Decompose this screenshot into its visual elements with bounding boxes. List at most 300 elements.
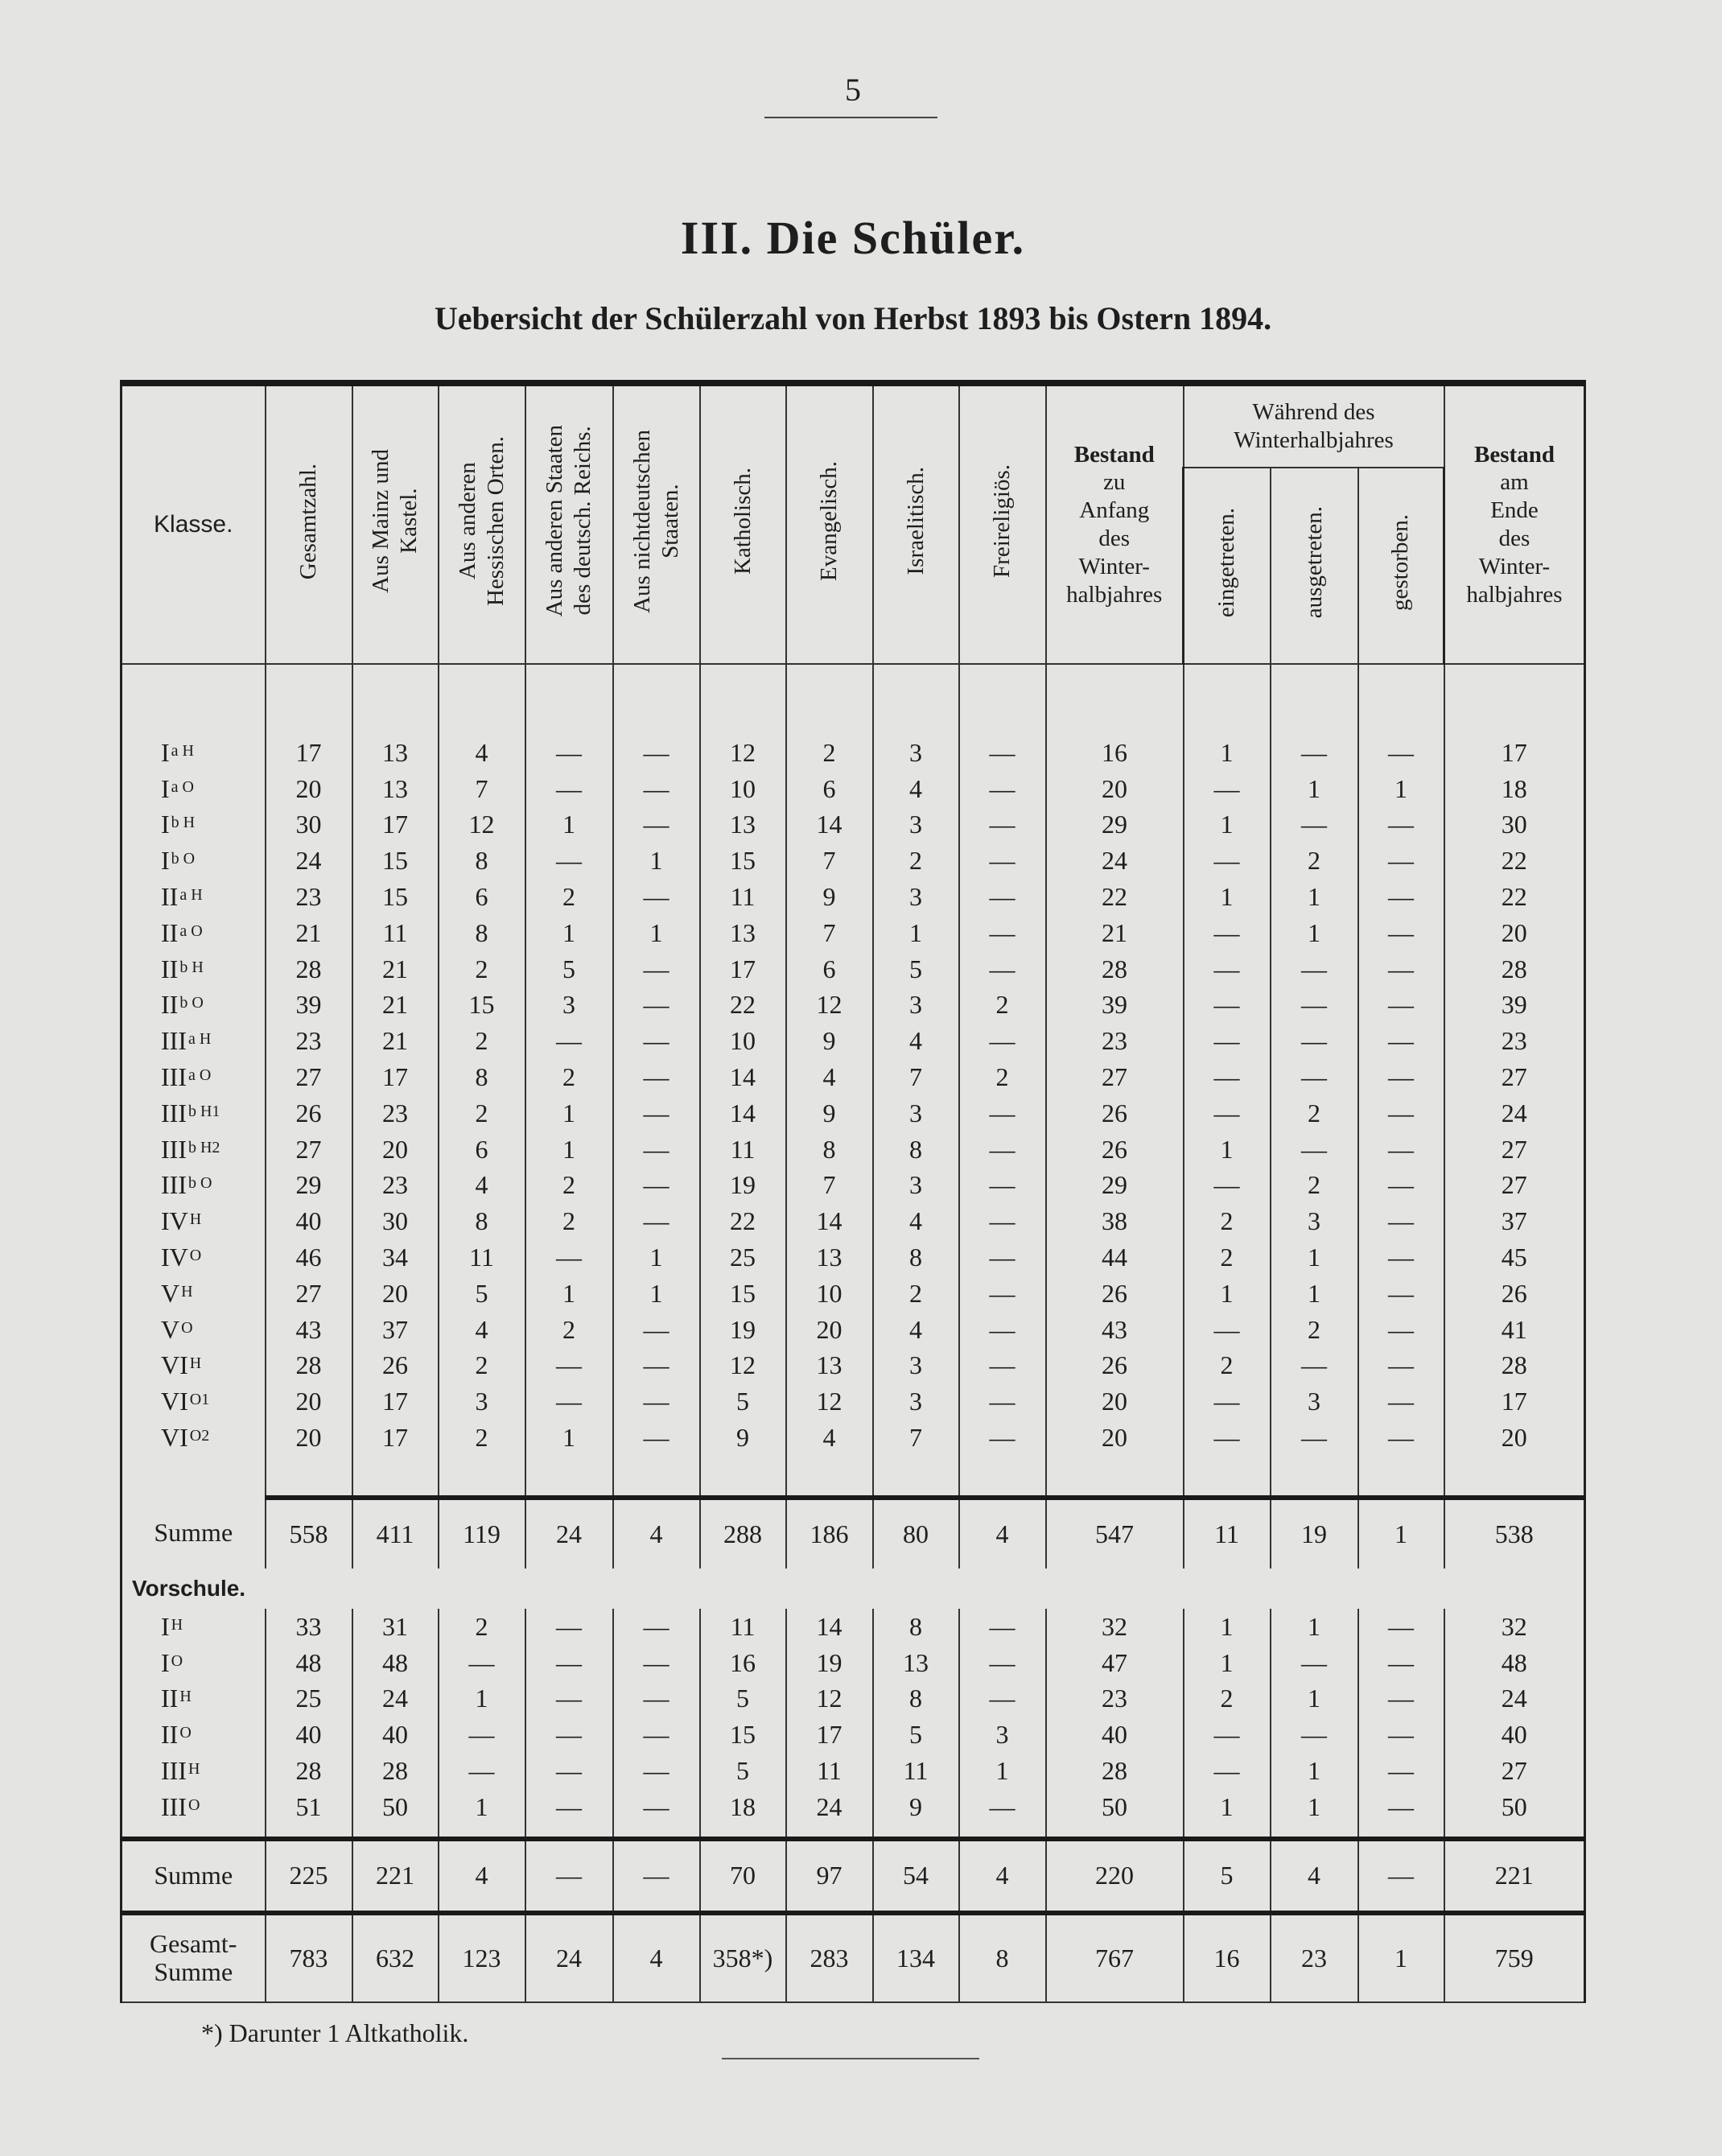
- table-cell: 23: [1046, 1681, 1184, 1717]
- table-cell: —: [1271, 807, 1358, 843]
- table-cell: 11: [700, 879, 786, 915]
- class-base: I: [161, 773, 170, 803]
- table-cell: —: [613, 879, 700, 915]
- class-suffix: H: [171, 1615, 183, 1634]
- class-label: [122, 771, 266, 807]
- sum-cell: 4: [613, 1913, 700, 2002]
- table-cell: 46: [266, 1239, 352, 1276]
- class-base: VI: [161, 1387, 188, 1416]
- table-cell: 1: [439, 1789, 525, 1825]
- table-cell: 21: [352, 987, 439, 1024]
- class-label: [122, 1420, 266, 1456]
- table-cell: 3: [873, 987, 959, 1024]
- table-cell: —: [613, 1168, 700, 1204]
- vorschule-heading: Vorschule.: [122, 1569, 266, 1609]
- table-cell: 3: [873, 807, 959, 843]
- table-cell: 1: [613, 1239, 700, 1276]
- class-suffix: O1: [189, 1391, 210, 1409]
- table-cell: 28: [266, 1753, 352, 1789]
- header-gestorben: [1358, 468, 1444, 664]
- table-row: [122, 807, 1585, 843]
- class-suffix: b H2: [187, 1138, 220, 1156]
- table-cell: —: [1271, 1420, 1358, 1456]
- table-cell: —: [959, 1276, 1046, 1312]
- table-cell: —: [959, 1383, 1046, 1420]
- table-cell: —: [959, 879, 1046, 915]
- table-cell: —: [1358, 1645, 1444, 1681]
- sum-cell: 283: [786, 1913, 873, 2002]
- sum-cell: 288: [700, 1498, 786, 1569]
- table-cell: 12: [786, 987, 873, 1024]
- header-waehrend: [1184, 383, 1444, 468]
- table-cell: 30: [352, 1203, 439, 1239]
- table-row: [122, 1239, 1585, 1276]
- table-cell: 14: [700, 1095, 786, 1132]
- table-cell: 11: [786, 1753, 873, 1789]
- class-label: [122, 1132, 266, 1168]
- table-cell: 28: [1046, 951, 1184, 987]
- class-base: I: [161, 1611, 170, 1641]
- class-suffix: b O: [187, 1174, 212, 1193]
- header-line: eingetreten.: [1213, 507, 1240, 617]
- class-label: [122, 1239, 266, 1276]
- table-cell: —: [613, 1132, 700, 1168]
- table-cell: 48: [352, 1645, 439, 1681]
- section-title: III. Die Schüler.: [680, 212, 1026, 264]
- table-cell: —: [1184, 1717, 1271, 1753]
- table-row: [122, 1276, 1585, 1312]
- table-cell: 4: [873, 1023, 959, 1059]
- table-cell: 8: [439, 915, 525, 951]
- table-cell: —: [525, 1789, 613, 1825]
- vorschule-heading-row: [122, 1569, 1585, 1609]
- class-base: IV: [161, 1206, 188, 1236]
- table-cell: 24: [786, 1789, 873, 1825]
- table-cell: 39: [1444, 987, 1585, 1024]
- table-cell: —: [1271, 987, 1358, 1024]
- table-row: [122, 1420, 1585, 1456]
- sum-label: [122, 1913, 266, 2002]
- class-label: [122, 915, 266, 951]
- table-cell: 2: [525, 1059, 613, 1095]
- header-line: Aus anderen: [454, 462, 480, 580]
- table-cell: —: [959, 1789, 1046, 1825]
- table-cell: 24: [1046, 843, 1184, 879]
- table-cell: —: [1184, 1383, 1271, 1420]
- table-cell: —: [613, 1383, 700, 1420]
- table-cell: 31: [352, 1609, 439, 1645]
- bottom-rule: [722, 2058, 979, 2059]
- table-cell: —: [1358, 843, 1444, 879]
- table-cell: 2: [439, 1420, 525, 1456]
- table-cell: —: [525, 1609, 613, 1645]
- table-cell: —: [1271, 1132, 1358, 1168]
- table-cell: —: [959, 807, 1046, 843]
- header-line: Aus Mainz und: [368, 449, 394, 594]
- header-line: Winterhalbjahres: [1234, 427, 1394, 453]
- table-cell: 14: [786, 1203, 873, 1239]
- table-cell: —: [613, 1717, 700, 1753]
- table-cell: 3: [873, 879, 959, 915]
- table-cell: 48: [266, 1645, 352, 1681]
- header-katholisch: [700, 383, 786, 664]
- table-cell: —: [613, 1681, 700, 1717]
- table-cell: —: [1358, 1239, 1444, 1276]
- table-cell: —: [1358, 1789, 1444, 1825]
- table-cell: 41: [1444, 1312, 1585, 1348]
- class-suffix: O: [171, 1651, 183, 1670]
- table-cell: 1: [1184, 1645, 1271, 1681]
- table-cell: 1: [525, 1095, 613, 1132]
- table-cell: 17: [700, 951, 786, 987]
- header-line: Während des: [1252, 399, 1375, 426]
- sum-cell: 783: [266, 1913, 352, 2002]
- table-cell: —: [613, 1420, 700, 1456]
- table-cell: —: [1184, 1753, 1271, 1789]
- class-base: I: [161, 810, 170, 839]
- table-row: [122, 1023, 1585, 1059]
- table-cell: 7: [786, 915, 873, 951]
- table-cell: —: [959, 1023, 1046, 1059]
- table-cell: 2: [439, 1023, 525, 1059]
- header-israelitisch: [873, 383, 959, 664]
- class-suffix: a O: [187, 1066, 212, 1085]
- sum-row: [122, 1913, 1585, 2002]
- table-cell: 2: [439, 951, 525, 987]
- table-row: [122, 1203, 1585, 1239]
- table-cell: 1: [1271, 1753, 1358, 1789]
- table-cell: —: [613, 1609, 700, 1645]
- table-cell: —: [1358, 915, 1444, 951]
- header-deutsch: [525, 383, 613, 664]
- table-cell: 20: [352, 1132, 439, 1168]
- table-cell: —: [1358, 1609, 1444, 1645]
- table-cell: —: [613, 735, 700, 771]
- table-cell: —: [613, 987, 700, 1024]
- table-cell: 48: [1444, 1645, 1585, 1681]
- table-cell: —: [1358, 1717, 1444, 1753]
- class-label: [122, 1312, 266, 1348]
- table-cell: 2: [1271, 1168, 1358, 1204]
- class-suffix: a H: [171, 741, 194, 760]
- table-cell: 20: [266, 1383, 352, 1420]
- table-cell: 23: [266, 1023, 352, 1059]
- table-cell: 9: [786, 879, 873, 915]
- header-mainz: [352, 383, 439, 664]
- header-line: am: [1500, 469, 1529, 496]
- table-row: [122, 1681, 1585, 1717]
- class-label: [122, 1789, 266, 1825]
- class-label: [122, 1023, 266, 1059]
- table-cell: 3: [873, 1383, 959, 1420]
- class-base: IV: [161, 1243, 188, 1272]
- table-cell: —: [1358, 879, 1444, 915]
- table-cell: 2: [1271, 1312, 1358, 1348]
- table-cell: —: [525, 1348, 613, 1384]
- table-cell: 37: [352, 1312, 439, 1348]
- class-label: [122, 1609, 266, 1645]
- table-cell: —: [613, 1348, 700, 1384]
- table-cell: —: [525, 1239, 613, 1276]
- table-cell: 13: [352, 771, 439, 807]
- table-row: [122, 1789, 1585, 1825]
- table-cell: 2: [1271, 1095, 1358, 1132]
- class-base: III: [161, 1756, 187, 1786]
- class-base: VI: [161, 1423, 188, 1453]
- table-cell: —: [1271, 735, 1358, 771]
- table-cell: 8: [873, 1609, 959, 1645]
- table-cell: 27: [266, 1132, 352, 1168]
- class-base: II: [161, 1720, 179, 1750]
- class-base: II: [161, 954, 179, 983]
- table-cell: —: [1271, 1348, 1358, 1384]
- class-suffix: b O: [171, 850, 196, 868]
- table-cell: 4: [873, 1203, 959, 1239]
- table-row: [122, 843, 1585, 879]
- table-cell: 14: [700, 1059, 786, 1095]
- table-cell: 20: [266, 1420, 352, 1456]
- class-suffix: a H: [187, 1030, 212, 1049]
- class-base: I: [161, 846, 170, 876]
- table-row: [122, 1753, 1585, 1789]
- table-cell: —: [1358, 1753, 1444, 1789]
- table-cell: 12: [700, 735, 786, 771]
- class-base: III: [161, 1098, 187, 1127]
- table-cell: 1: [613, 843, 700, 879]
- table-cell: 8: [439, 1203, 525, 1239]
- table-cell: 29: [1046, 807, 1184, 843]
- table-cell: —: [1358, 951, 1444, 987]
- table-cell: —: [959, 1645, 1046, 1681]
- table-cell: —: [1271, 1023, 1358, 1059]
- table-cell: 15: [352, 879, 439, 915]
- sum-cell: 221: [352, 1839, 439, 1913]
- header-gesamtzahl: [266, 383, 352, 664]
- table-cell: 20: [1444, 915, 1585, 951]
- sum-cell: 70: [700, 1839, 786, 1913]
- sum-cell: 632: [352, 1913, 439, 2002]
- table-cell: —: [959, 1239, 1046, 1276]
- table-cell: 5: [873, 951, 959, 987]
- table-cell: 38: [1046, 1203, 1184, 1239]
- table-cell: 2: [786, 735, 873, 771]
- header-line: Gesamtzahl.: [295, 463, 322, 579]
- table-cell: —: [613, 1203, 700, 1239]
- table-cell: 26: [1046, 1095, 1184, 1132]
- sum-cell: 5: [1184, 1839, 1271, 1913]
- table-cell: 3: [525, 987, 613, 1024]
- table-cell: 10: [700, 771, 786, 807]
- table-cell: 22: [1444, 843, 1585, 879]
- header-line: Aus nichtdeutschen: [628, 429, 655, 613]
- table-row: [122, 951, 1585, 987]
- sum-row: [122, 1498, 1585, 1569]
- table-cell: 2: [525, 879, 613, 915]
- table-cell: —: [613, 1789, 700, 1825]
- class-base: III: [161, 1791, 187, 1821]
- table-cell: 7: [439, 771, 525, 807]
- table-cell: 39: [1046, 987, 1184, 1024]
- table-cell: 1: [1271, 1276, 1358, 1312]
- class-label: [122, 807, 266, 843]
- header-line: Hessischen Orten.: [482, 436, 509, 607]
- table-cell: 1: [1271, 879, 1358, 915]
- class-label: [122, 1383, 266, 1420]
- table-cell: 27: [1444, 1059, 1585, 1095]
- table-cell: 11: [700, 1609, 786, 1645]
- table-cell: 10: [786, 1276, 873, 1312]
- table-cell: —: [959, 1095, 1046, 1132]
- table-cell: 17: [1444, 1383, 1585, 1420]
- class-label: [122, 1753, 266, 1789]
- table-cell: —: [525, 1023, 613, 1059]
- table-cell: 1: [1271, 1789, 1358, 1825]
- table-cell: 14: [786, 807, 873, 843]
- table-cell: 2: [959, 987, 1046, 1024]
- class-base: I: [161, 1647, 170, 1677]
- class-suffix: H: [181, 1282, 193, 1301]
- table-cell: —: [525, 843, 613, 879]
- class-base: V: [161, 1278, 180, 1308]
- class-label: [122, 1348, 266, 1384]
- table-cell: 33: [266, 1609, 352, 1645]
- table-cell: —: [1184, 1312, 1271, 1348]
- class-label: [122, 1645, 266, 1681]
- table-cell: 29: [1046, 1168, 1184, 1204]
- table-cell: —: [959, 1203, 1046, 1239]
- table-cell: 1: [1184, 1132, 1271, 1168]
- table-cell: —: [1358, 1132, 1444, 1168]
- class-base: III: [161, 1026, 187, 1056]
- table-cell: 12: [786, 1681, 873, 1717]
- table-cell: —: [959, 1348, 1046, 1384]
- table-cell: —: [1358, 1168, 1444, 1204]
- header-line: ausgetreten.: [1300, 505, 1327, 619]
- table-cell: 19: [786, 1645, 873, 1681]
- table-cell: 3: [873, 735, 959, 771]
- table-cell: —: [959, 915, 1046, 951]
- table-cell: 2: [1184, 1203, 1271, 1239]
- class-label: [122, 987, 266, 1024]
- table-cell: —: [959, 843, 1046, 879]
- table-cell: 26: [266, 1095, 352, 1132]
- table-cell: 27: [266, 1276, 352, 1312]
- student-count-table: [120, 380, 1586, 2003]
- table-cell: 5: [439, 1276, 525, 1312]
- class-label: [122, 1276, 266, 1312]
- table-cell: 40: [352, 1717, 439, 1753]
- table-cell: 17: [1444, 735, 1585, 771]
- table-cell: 18: [700, 1789, 786, 1825]
- table-cell: —: [959, 735, 1046, 771]
- table-cell: 3: [873, 1168, 959, 1204]
- table-cell: 9: [786, 1023, 873, 1059]
- table-cell: —: [613, 807, 700, 843]
- header-line: Winter-: [1478, 553, 1551, 579]
- sum-cell: 119: [439, 1498, 525, 1569]
- sum-cell: 123: [439, 1913, 525, 2002]
- table-row: [122, 1383, 1585, 1420]
- table-cell: —: [1358, 1203, 1444, 1239]
- table-cell: 17: [266, 735, 352, 771]
- header-line: Aus anderen Staaten: [542, 425, 568, 617]
- table-cell: 21: [1046, 915, 1184, 951]
- sum-cell: 4: [959, 1498, 1046, 1569]
- table-cell: —: [959, 1681, 1046, 1717]
- sum-cell: 186: [786, 1498, 873, 1569]
- table-cell: 4: [439, 1168, 525, 1204]
- sum-cell: 97: [786, 1839, 873, 1913]
- table-cell: 12: [786, 1383, 873, 1420]
- class-suffix: b H: [171, 814, 196, 832]
- header-line: Katholisch.: [729, 468, 756, 575]
- table-cell: 13: [786, 1239, 873, 1276]
- table-cell: 4: [873, 771, 959, 807]
- spacer-row: [122, 664, 1585, 735]
- table-cell: 27: [1444, 1753, 1585, 1789]
- table-cell: 11: [352, 915, 439, 951]
- table-cell: 20: [786, 1312, 873, 1348]
- table-cell: 30: [266, 807, 352, 843]
- class-suffix: O: [179, 1724, 192, 1742]
- table-cell: —: [613, 1095, 700, 1132]
- table-cell: 3: [873, 1348, 959, 1384]
- sum-cell: 547: [1046, 1498, 1184, 1569]
- table-row: [122, 771, 1585, 807]
- table-cell: 5: [700, 1383, 786, 1420]
- table-cell: —: [959, 951, 1046, 987]
- table-row: [122, 1312, 1585, 1348]
- sum-cell: 1: [1358, 1498, 1444, 1569]
- table-cell: 5: [700, 1681, 786, 1717]
- table-cell: 1: [873, 915, 959, 951]
- sum-cell: 54: [873, 1839, 959, 1913]
- table-cell: 22: [1046, 879, 1184, 915]
- table-cell: 32: [1444, 1609, 1585, 1645]
- table-cell: 24: [1444, 1681, 1585, 1717]
- table-cell: —: [525, 1753, 613, 1789]
- class-suffix: H: [189, 1210, 202, 1229]
- class-label: [122, 1095, 266, 1132]
- table-cell: 50: [1444, 1789, 1585, 1825]
- table-subtitle: Uebersicht der Schülerzahl von Herbst 1893 bis Ostern 1894.: [434, 300, 1272, 336]
- table-cell: 4: [873, 1312, 959, 1348]
- class-label: [122, 1059, 266, 1095]
- table-cell: 28: [1046, 1753, 1184, 1789]
- table-cell: 7: [873, 1059, 959, 1095]
- table-cell: —: [439, 1645, 525, 1681]
- class-suffix: O: [187, 1795, 200, 1814]
- table-cell: 12: [439, 807, 525, 843]
- table-cell: 13: [700, 807, 786, 843]
- table-cell: 3: [439, 1383, 525, 1420]
- table-cell: —: [525, 735, 613, 771]
- sum-cell: 19: [1271, 1498, 1358, 1569]
- table-cell: 1: [959, 1753, 1046, 1789]
- table-cell: 20: [266, 771, 352, 807]
- sum-label: Summe: [122, 1839, 266, 1913]
- table-row: [122, 1168, 1585, 1204]
- class-base: II: [161, 1684, 179, 1713]
- header-bestand-ende: [1444, 383, 1585, 664]
- class-base: III: [161, 1170, 187, 1200]
- table-cell: 51: [266, 1789, 352, 1825]
- table-cell: 23: [352, 1168, 439, 1204]
- table-cell: 23: [266, 879, 352, 915]
- table-cell: —: [525, 771, 613, 807]
- table-cell: 29: [266, 1168, 352, 1204]
- table-row: [122, 1609, 1585, 1645]
